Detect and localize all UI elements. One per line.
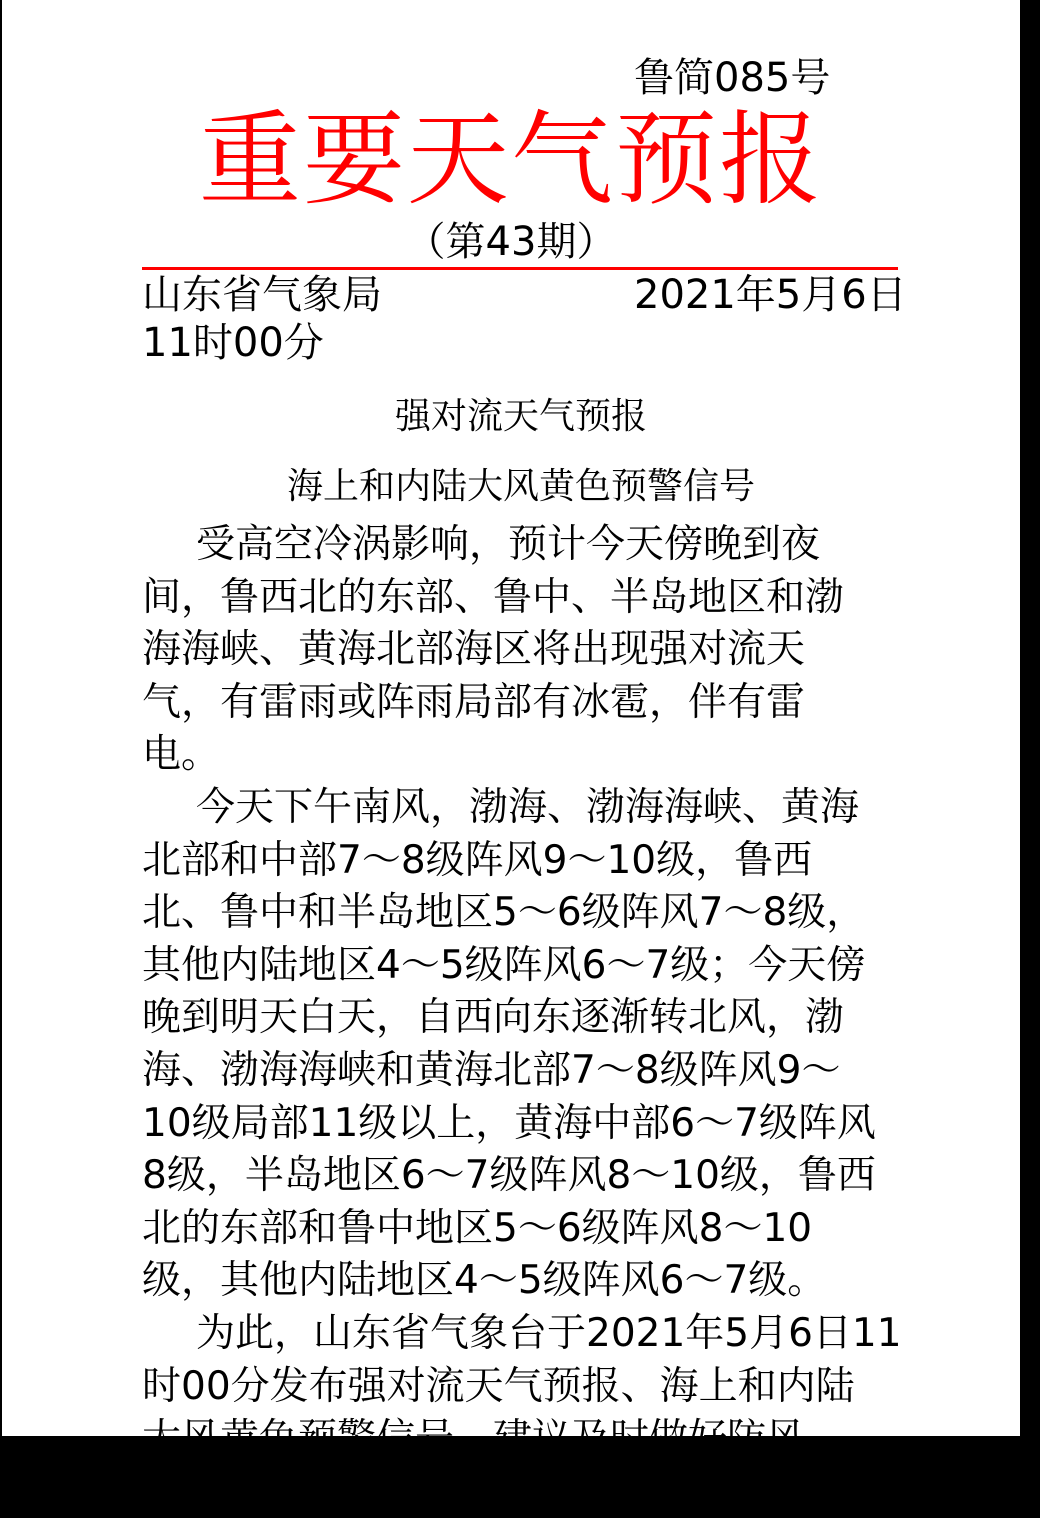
warning-signal-heading: 海上和内陆大风黄色预警信号 [286,466,755,507]
issue-time: 11时00分 [142,320,324,366]
issuer-name: 山东省气象局 [142,272,382,318]
document-number: 鲁简085号 [634,55,831,101]
body-paragraph: 为此，山东省气象台于2021年5月6日11 时00分发布强对流天气预报、海上和内陆 大风黄色预警信号。建议及时做好防风、 防雷电及防冰雹等工作。 [142,1310,902,1514]
forecast-type-heading: 强对流天气预报 [394,396,647,437]
body-paragraph: 受高空冷涡影响，预计今天傍晚到夜 间，鲁西北的东部、鲁中、半岛地区和渤 海海峡、黄海北部海区将出现强对流天 气，有雷雨或阵雨局部有冰雹，伴有雷 电。 [142,522,845,778]
issue-date: 2021年5月6日 [634,272,907,318]
body-paragraph: 今天下午南风，渤海、渤海海峡、黄海 北部和中部7～8级阵风9～10级，鲁西 北、鲁中和半岛地区5～6级阵风7～8级， 其他内陆地区4～5级阵风6～7级；今天傍 晚到明天白天，自西向东逐渐转北风，渤 海、渤海海峡和黄海北部7～8级阵风9～ 10级局部11级以上，黄海中部6～7级阵风 8级，半岛地区6～7级阵风8～10级，鲁西 北的东部和鲁中地区5～6级阵风8～10 级，其他内陆地区4～5级阵风6～7级。 [142,784,876,1304]
document-title: 重要天气预报 [199,101,823,220]
document-page [2,0,1020,1514]
issue-number: （第43期） [405,219,617,265]
document-body [142,519,902,1518]
